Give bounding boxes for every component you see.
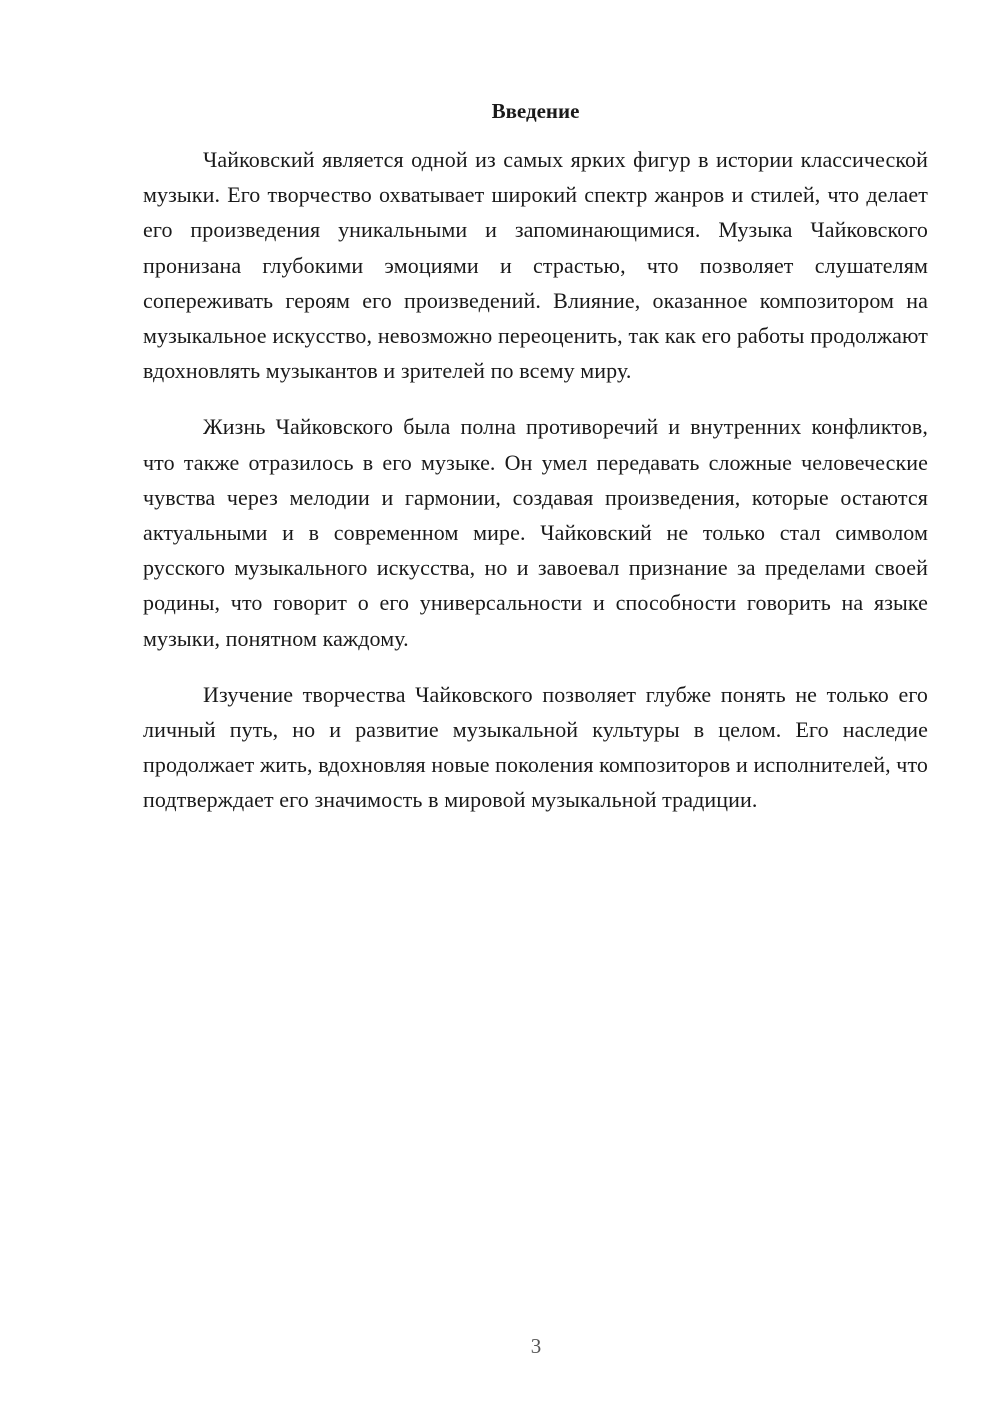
paragraph-3: Изучение творчества Чайковского позволяет глубже понять не только его личный путь, но и развитие музыкальной культуры в целом. Его наследие продолжает жить, вдохновляя новые поколения композиторов и исполнителей, что подтверждает его значимость в мировой музыкальной традиции. <box>143 681 928 813</box>
page-content <box>143 96 928 839</box>
section-heading: Введение <box>491 99 580 123</box>
paragraph-2: Жизнь Чайковского была полна противоречий и внутренних конфликтов, что также отразилось в его музыке. Он умел передавать сложные человеческие чувства через мелодии и гармонии, создавая произведения, которые остаются актуальными и в современном мире. Чайковский не только стал символом русского музыкального искусства, но и завоевал признание за пределами своей родины, что говорит о его универсальности и способности говорить на языке музыки, понятном каждому. <box>143 414 928 651</box>
paragraph-1: Чайковский является одной из самых ярких фигур в истории классической музыки. Его творчество охватывает широкий спектр жанров и стилей, что делает его произведения уникальными и запоминающимися. Музыка Чайковского пронизана глубокими эмоциями и страстью, что позволяет слушателям сопереживать героям его произведений. Влияние, оказанное композитором на музыкальное искусство, невозможно переоценить, так как его работы продолжают вдохновлять музыкантов и зрителей по всему миру. <box>143 147 928 384</box>
page-number: 3 <box>530 1334 542 1358</box>
